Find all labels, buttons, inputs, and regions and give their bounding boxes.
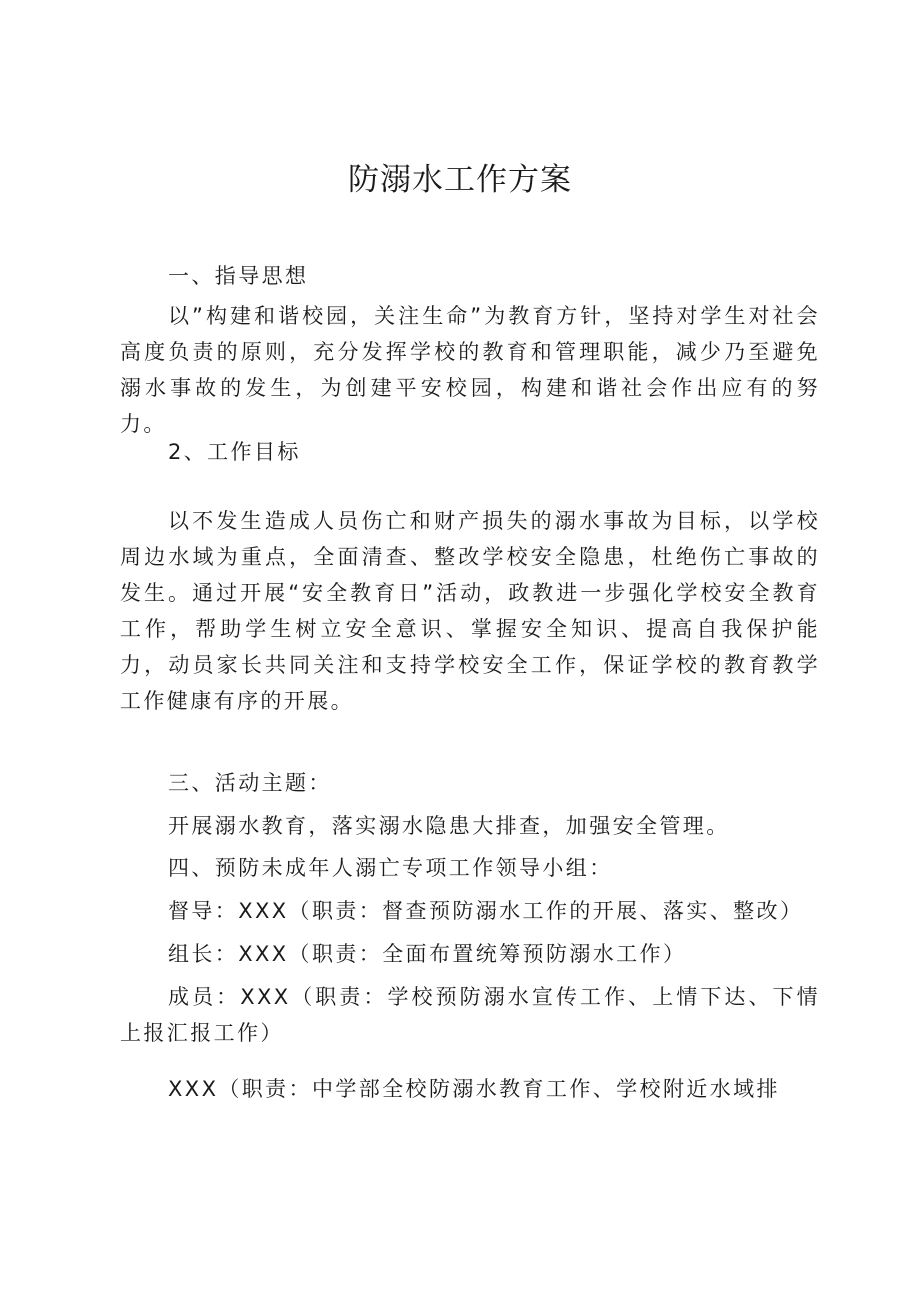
section-heading-activity-theme: 三、活动主题：: [168, 771, 332, 795]
document-title: 防溺水工作方案: [348, 162, 572, 198]
leadership-leader: 组长：XXX（职责：全面布置统筹预防溺水工作）: [168, 942, 687, 966]
section-heading-guiding-ideology: 一、指导思想: [168, 264, 309, 288]
leadership-member-2: XXX（职责：中学部全校防溺水教育工作、学校附近水域排: [168, 1077, 780, 1101]
paragraph-activity-theme: 开展溺水教育，落实溺水隐患大排查，加强安全管理。: [168, 814, 730, 838]
paragraph-work-goals: 以不发生造成人员伤亡和财产损失的溺水事故为目标，以学校周边水域为重点，全面清查、整改学校安全隐患，杜绝伤亡事故的发生。通过开展“安全教育日”活动，政教进一步强化学校安全教育工作，帮助学生树立安全意识、掌握安全知识、提高自我保护能力，动员家长共同关注和支持学校安全工作，保证学校的教育教学工作健康有序的开展。: [120, 509, 820, 713]
section-heading-leadership-group: 四、预防未成年人溺亡专项工作领导小组：: [168, 856, 613, 880]
section-heading-work-goals: 2、工作目标: [168, 440, 301, 464]
leadership-supervisor: 督导：XXX（职责：督查预防溺水工作的开展、落实、整改）: [168, 899, 804, 923]
leadership-member: 成员：XXX（职责：学校预防溺水宣传工作、上情下达、下情上报汇报工作）: [120, 985, 820, 1045]
paragraph-guiding-ideology: 以”构建和谐校园，关注生命”为教育方针，坚持对学生对社会高度负责的原则，充分发挥学校的教育和管理职能，减少乃至避免溺水事故的发生，为创建平安校园，构建和谐社会作出应有的努力。: [120, 304, 820, 436]
